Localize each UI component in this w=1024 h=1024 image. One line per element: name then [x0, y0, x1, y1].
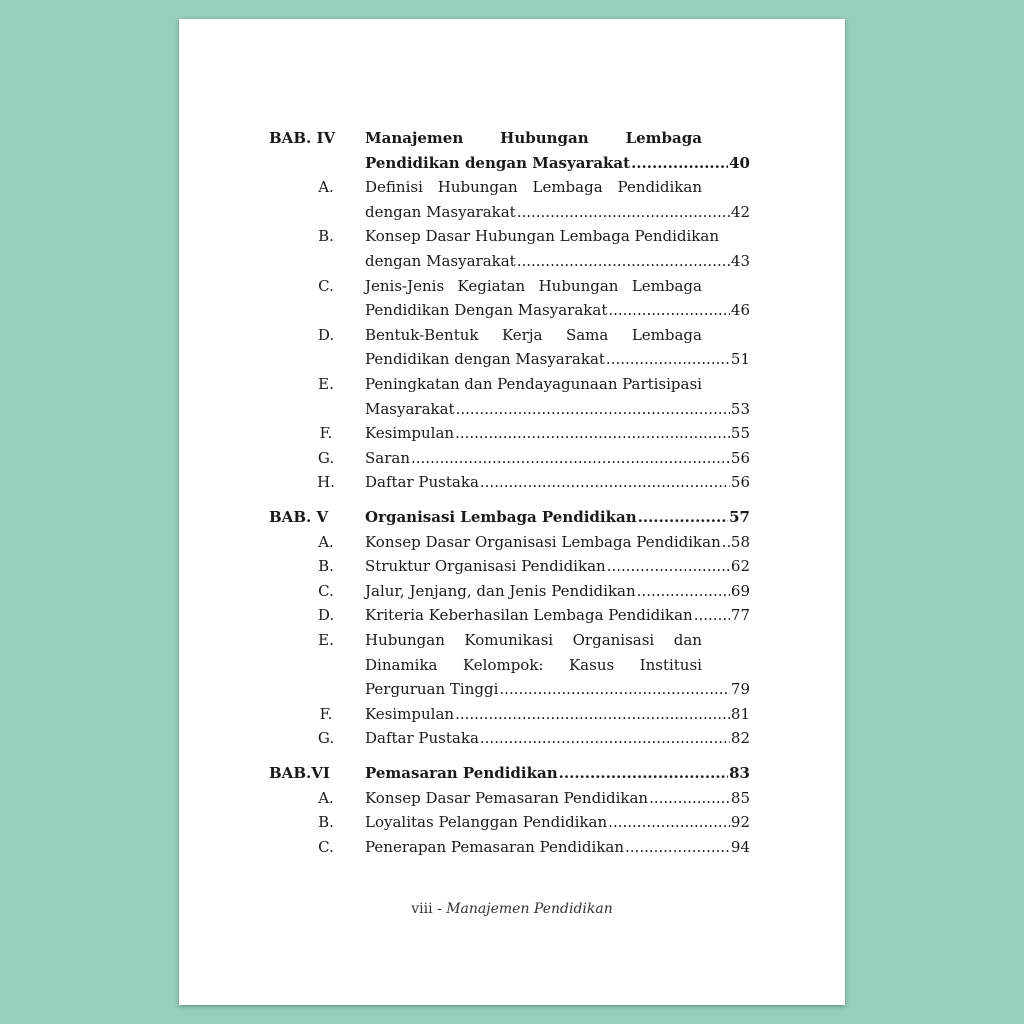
section-letter: H. — [317, 473, 335, 492]
section-title-line-word: Hubungan — [437, 178, 518, 197]
section-letter: D. — [317, 325, 335, 344]
section-title-line — [365, 631, 702, 649]
section-entry — [365, 705, 750, 723]
section-entry — [365, 582, 750, 600]
section-entry-text: Struktur Organisasi Pendidikan — [365, 557, 606, 576]
dot-leader — [480, 473, 730, 491]
dot-leader — [637, 582, 730, 600]
section-entry-page: 43 — [730, 252, 750, 270]
section-letter: E. — [318, 631, 334, 649]
section-title-line — [365, 277, 702, 295]
dot-leader — [638, 508, 728, 526]
section-entry-text: Konsep Dasar Pemasaran Pendidikan — [365, 788, 649, 807]
dot-leader — [606, 350, 730, 368]
section-entry-page: 81 — [730, 704, 750, 723]
chapter-title-word: Lembaga — [625, 129, 702, 147]
chapter-label: BAB. IV — [269, 129, 336, 147]
section-entry — [365, 449, 750, 467]
dot-leader — [411, 449, 730, 467]
section-entry-text: Jalur, Jenjang, dan Jenis Pendidikan — [365, 581, 636, 600]
section-entry-page: 55 — [730, 424, 750, 443]
section-title-line-word: Institusi — [639, 655, 702, 674]
dot-leader — [517, 252, 730, 270]
section-title-line-word: Organisasi — [572, 631, 655, 649]
section-title-line-word: dan — [464, 375, 493, 393]
section-entry — [365, 252, 750, 270]
section-title-line-word: Hubungan — [365, 631, 445, 649]
chapter-title-word: Manajemen — [365, 129, 464, 147]
section-entry-text: Pendidikan dengan Masyarakat — [365, 350, 605, 369]
chapter-entry — [365, 508, 750, 526]
section-entry — [365, 424, 750, 442]
section-title-line — [365, 326, 702, 344]
section-title-line-word: Lembaga — [631, 325, 702, 344]
section-entry-text: Kesimpulan — [365, 424, 455, 443]
section-entry — [365, 838, 750, 856]
page-footer — [179, 901, 845, 917]
chapter-entry-text: Pemasaran Pendidikan — [365, 764, 558, 782]
section-entry-text: Daftar Pustaka — [365, 729, 479, 748]
section-entry-text: Kriteria Keberhasilan Lembaga Pendidikan — [365, 606, 693, 625]
section-title-line-word: Lembaga — [631, 276, 702, 295]
section-letter: D. — [317, 606, 335, 625]
dot-leader — [649, 789, 730, 807]
section-entry-page: 82 — [730, 729, 750, 748]
section-entry-page: 62 — [730, 557, 750, 576]
chapter-entry-page: 83 — [729, 764, 750, 782]
section-entry-page: 56 — [730, 473, 750, 492]
section-entry — [365, 680, 750, 698]
section-title-line — [365, 656, 702, 674]
section-entry — [365, 203, 750, 221]
dot-leader — [480, 729, 730, 747]
section-letter: G. — [317, 448, 335, 467]
section-entry-text: Masyarakat — [365, 399, 455, 418]
dot-leader — [455, 424, 730, 442]
chapter-label: BAB. V — [269, 508, 329, 526]
section-letter: F. — [319, 424, 333, 443]
section-letter: E. — [318, 375, 334, 393]
section-letter: C. — [318, 837, 334, 856]
dot-leader — [499, 680, 730, 698]
section-title-line-word: Hubungan — [538, 276, 619, 295]
chapter-entry-text: Pendidikan dengan Masyarakat — [365, 153, 631, 172]
section-entry — [365, 473, 750, 491]
section-entry-page: 77 — [730, 606, 750, 625]
section-title-line-word: Lembaga — [532, 178, 603, 197]
section-entry-text: Daftar Pustaka — [365, 473, 479, 492]
section-entry-text: Perguruan Tinggi — [365, 680, 499, 699]
section-title-line-word: Partisipasi — [622, 375, 702, 393]
section-title-line — [365, 178, 702, 196]
section-letter: B. — [318, 557, 334, 576]
section-title-line-word: Bentuk-Bentuk — [365, 325, 479, 344]
section-entry-text: Konsep Dasar Organisasi Lembaga Pendidikan — [365, 532, 721, 551]
section-title-line-word: Definisi — [365, 178, 423, 197]
section-letter: A. — [318, 788, 334, 807]
section-title-line-word: Pendidikan — [617, 178, 702, 197]
chapter-title — [365, 129, 702, 147]
section-entry-page: 53 — [730, 399, 750, 418]
section-entry — [365, 729, 750, 747]
section-entry-page: 58 — [730, 532, 750, 551]
dot-leader — [455, 705, 730, 723]
dot-leader — [694, 606, 730, 624]
dot-leader — [456, 400, 730, 418]
section-letter: B. — [318, 227, 334, 246]
section-title-line-word: dan — [673, 631, 702, 649]
footer-page-number: viii - — [411, 901, 447, 917]
dot-leader — [607, 557, 730, 575]
chapter-entry-text: Organisasi Lembaga Pendidikan — [365, 508, 637, 526]
section-entry — [365, 789, 750, 807]
section-entry-text: dengan Masyarakat — [365, 202, 516, 221]
dot-leader — [608, 813, 730, 831]
section-title-line-word: Komunikasi — [464, 631, 554, 649]
section-entry — [365, 557, 750, 575]
section-entry-text: dengan Masyarakat — [365, 252, 516, 270]
section-title-line-word: Kelompok: — [462, 655, 544, 674]
section-title-line-word: Jenis-Jenis — [365, 276, 445, 295]
section-title-line-word: Kasus — [568, 655, 615, 674]
section-entry — [365, 350, 750, 368]
section-letter: A. — [318, 178, 334, 197]
section-letter: C. — [318, 581, 334, 600]
chapter-title-word: Hubungan — [500, 129, 589, 147]
section-title-line-word: Peningkatan — [365, 375, 460, 393]
section-letter: C. — [318, 276, 334, 295]
dot-leader — [517, 203, 730, 221]
section-letter: F. — [319, 704, 333, 723]
section-entry-page: 56 — [730, 448, 750, 467]
section-entry — [365, 606, 750, 624]
section-title-line-word: Sama — [565, 325, 609, 344]
chapter-label: BAB.VI — [269, 764, 330, 782]
dot-leader — [608, 301, 730, 319]
table-of-contents — [179, 19, 845, 1005]
chapter-entry-page: 40 — [729, 153, 750, 172]
chapter-entry-page: 57 — [729, 508, 750, 526]
section-letter: B. — [318, 813, 334, 832]
section-title-line-text: Konsep Dasar Hubungan Lembaga Pendidikan — [365, 227, 719, 246]
dot-leader — [631, 154, 728, 172]
dot-leader — [625, 838, 730, 856]
section-title-line-word: Kegiatan — [457, 276, 526, 295]
dot-leader — [722, 533, 730, 551]
section-entry-text: Saran — [365, 448, 410, 467]
section-entry-page: 79 — [730, 680, 750, 699]
chapter-entry — [365, 764, 750, 782]
section-entry-page: 92 — [730, 813, 750, 832]
section-title-line — [365, 227, 750, 245]
footer-book-title: Manajemen Pendidikan — [446, 901, 613, 917]
section-entry-page: 46 — [730, 301, 750, 320]
chapter-entry — [365, 154, 750, 172]
section-entry-page: 69 — [730, 581, 750, 600]
section-title-line-word: Kerja — [501, 325, 543, 344]
section-title-line-word: Pendayagunaan — [497, 375, 618, 393]
section-entry-page: 85 — [730, 788, 750, 807]
section-title-line-word: Dinamika — [365, 655, 438, 674]
section-entry — [365, 813, 750, 831]
section-entry-page: 51 — [730, 350, 750, 369]
section-entry-page: 42 — [730, 202, 750, 221]
section-title-line — [365, 375, 702, 393]
section-entry — [365, 533, 750, 551]
dot-leader — [559, 764, 728, 782]
section-entry-text: Pendidikan Dengan Masyarakat — [365, 301, 608, 320]
section-entry — [365, 400, 750, 418]
book-page — [179, 19, 845, 1005]
section-entry-text: Penerapan Pemasaran Pendidikan — [365, 837, 625, 856]
section-letter: G. — [317, 729, 335, 748]
section-entry-text: Kesimpulan — [365, 704, 455, 723]
section-entry — [365, 301, 750, 319]
section-letter: A. — [318, 532, 334, 551]
section-entry-text: Loyalitas Pelanggan Pendidikan — [365, 813, 608, 832]
section-entry-page: 94 — [730, 837, 750, 856]
